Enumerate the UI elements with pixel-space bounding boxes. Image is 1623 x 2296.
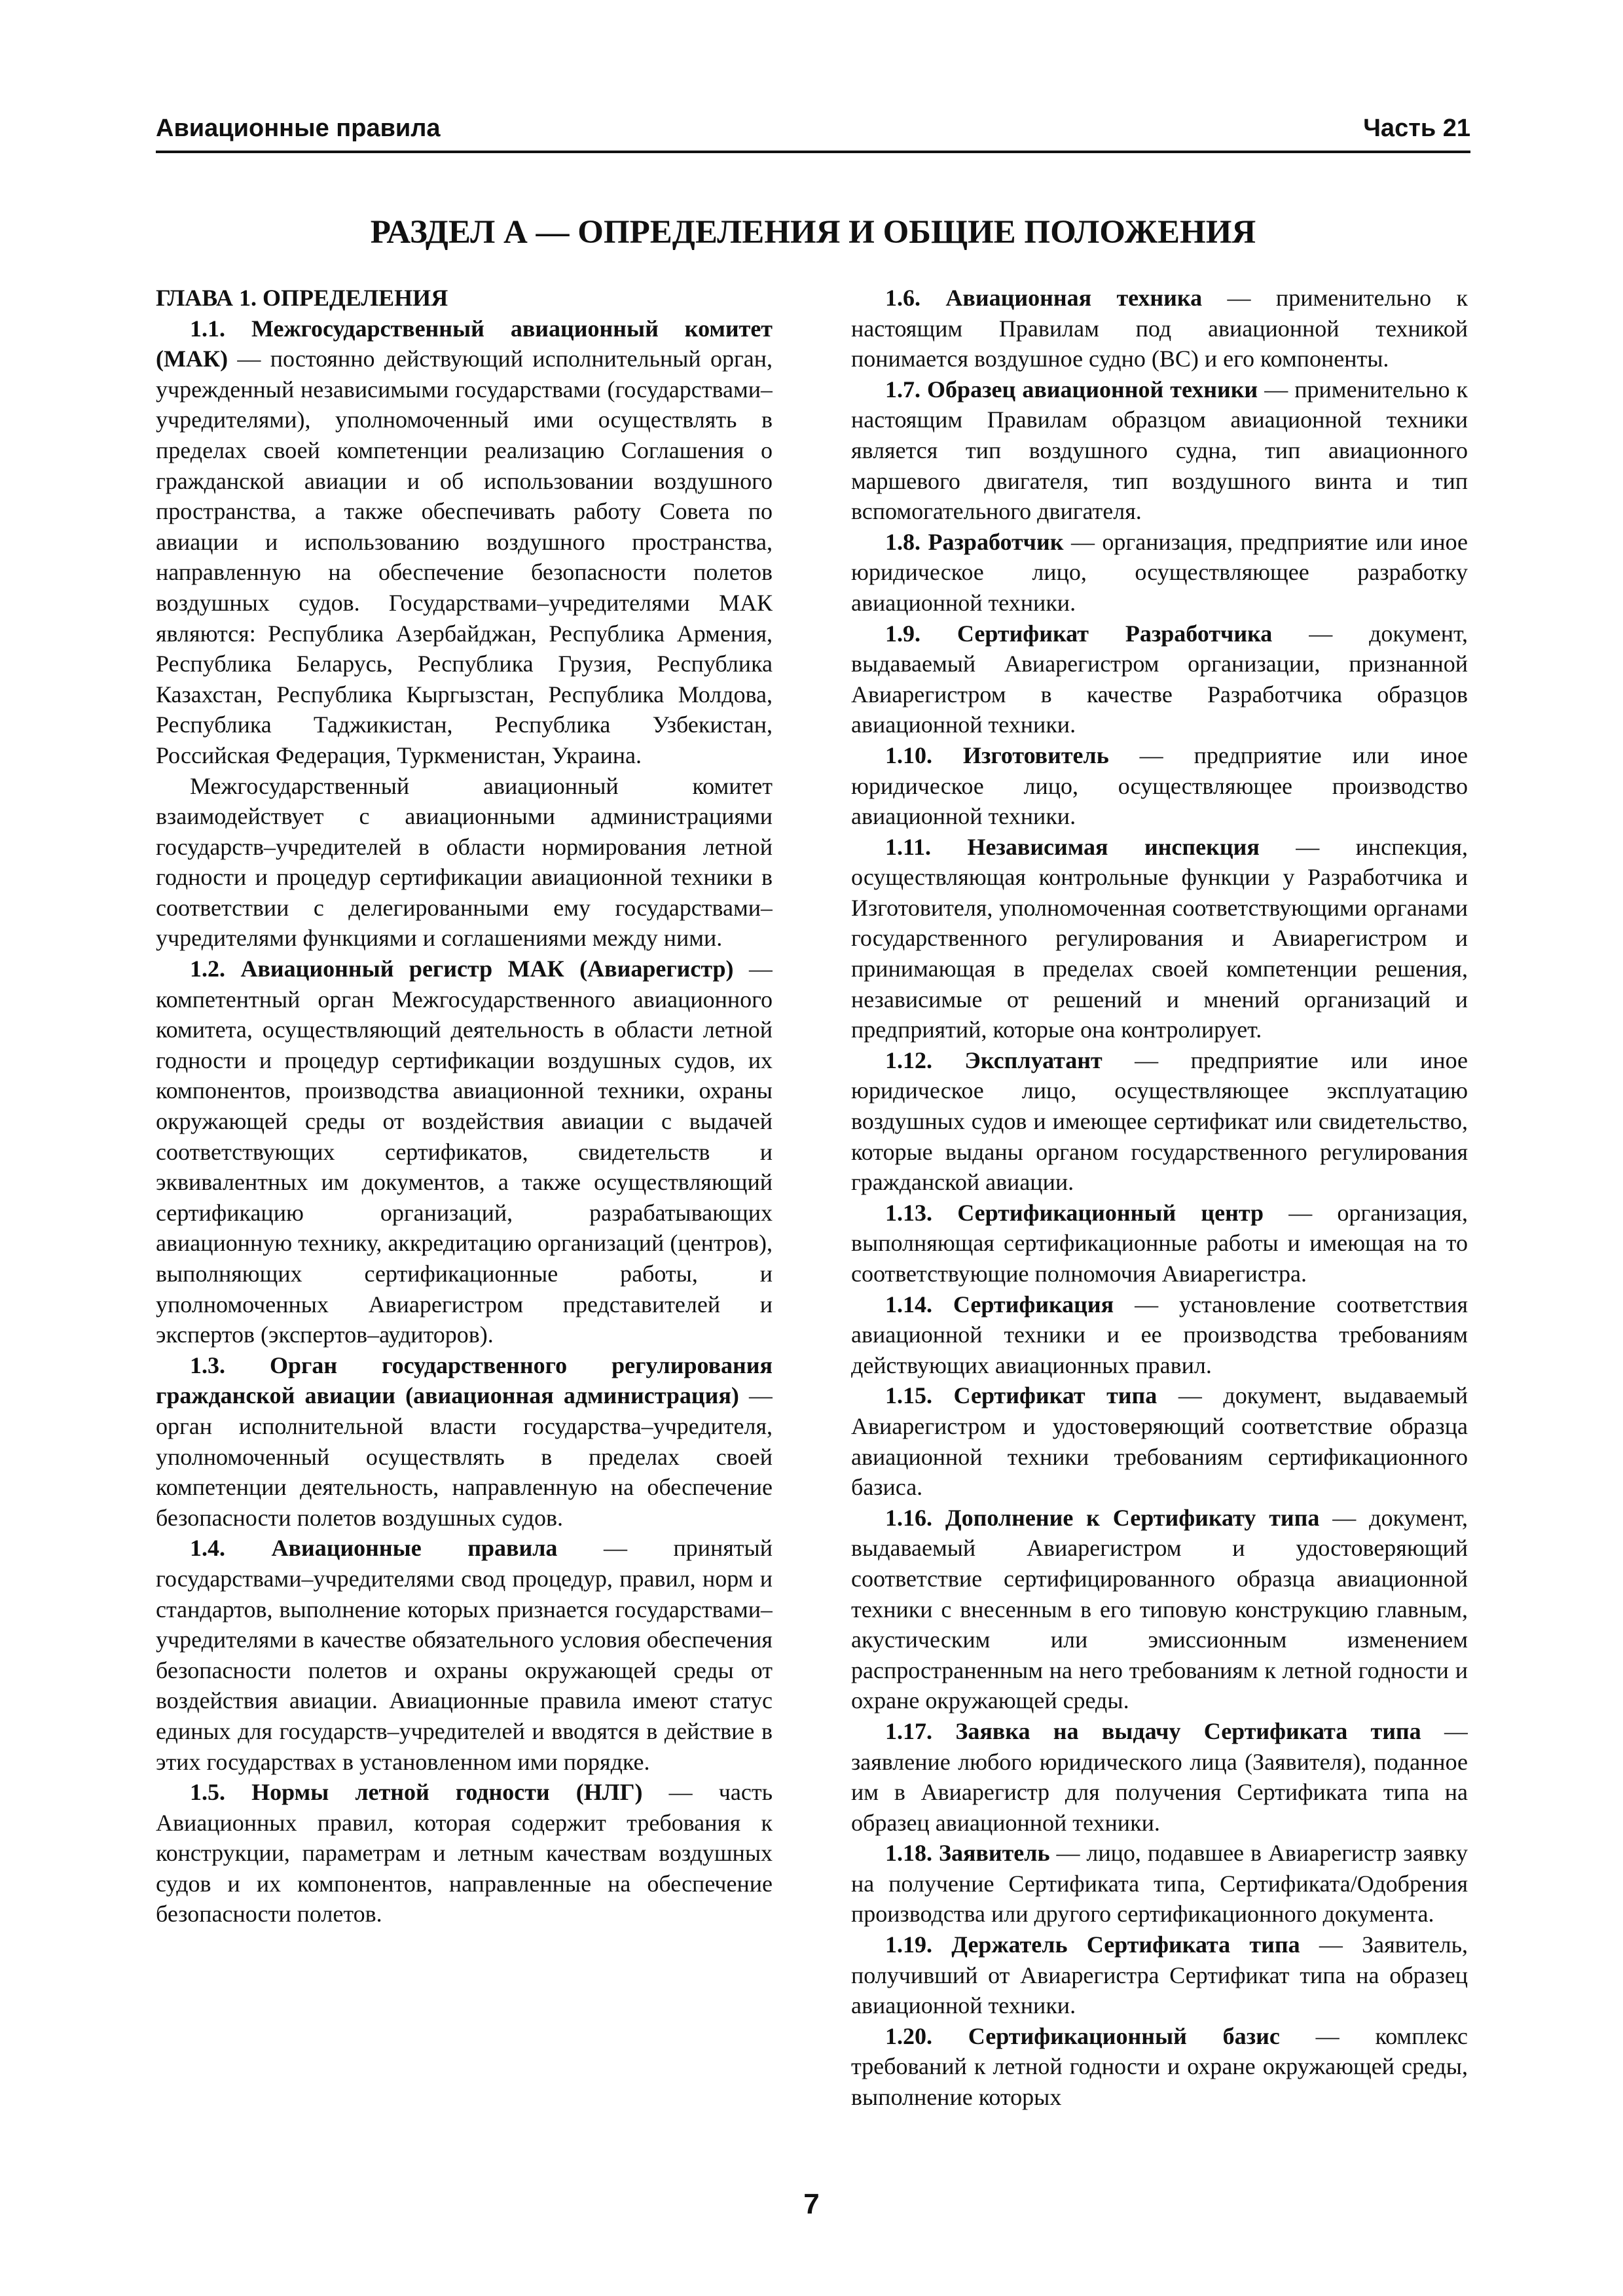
definition-term: 1.17. Заявка на выдачу Сертификата типа	[885, 1717, 1421, 1744]
definition-term: 1.13. Сертификационный центр	[885, 1199, 1264, 1226]
definition-term: 1.14. Сертификация	[885, 1291, 1114, 1318]
definition-term: 1.20. Сертификационный базис	[885, 2022, 1280, 2049]
header-divider	[156, 151, 1470, 153]
definition-1-4	[156, 1533, 773, 1777]
right-column	[851, 283, 1468, 2128]
definition-1-3	[156, 1350, 773, 1534]
definition-term: 1.1. Межгосударственный авиационный комитет (МАК)	[156, 315, 773, 372]
definition-text: — постоянно действующий исполнительный орган, учрежденный независимыми государствами (государствами–учредителями), уполномоченный ими осуществлять в пределах своей компетенции реализацию Соглашения о гражданской авиации и об использовании воздушного пространства, а также обеспечивать работу Совета по авиации и использованию воздушного пространства, направленную на обеспечение безопасности полетов воздушных судов. Государствами–учредителями МАК являются: Республика Азербайджан, Республика Армения, Республика Беларусь, Республика Грузия, Республика Казахстан, Республика Кыргызстан, Республика Молдова, Республика Таджикистан, Республика Узбекистан, Российская Федерация, Туркменистан, Украина.	[156, 346, 773, 768]
definition-1-20	[851, 2021, 1468, 2113]
definition-1-18	[851, 1838, 1468, 1929]
definition-1-8	[851, 527, 1468, 619]
definition-term: 1.8. Разработчик	[885, 528, 1064, 555]
definition-1-1	[156, 314, 773, 771]
definition-text: — заявление любого юридического лица (Заявителя), поданное им в Авиарегистр для получения Сертификата типа на образец авиационной техники.	[851, 1717, 1468, 1836]
definition-term: 1.15. Сертификат типа	[885, 1382, 1158, 1409]
definition-text: — инспекция, осуществляющая контрольные функции у Разработчика и Изготовителя, уполномоченная соответствующими органами государственного регулирования и Авиарегистром и принимающая в пределах своей компетенции решения, независимые от решений и мнений организаций и предприятий, которые она контролирует.	[851, 833, 1468, 1043]
definition-1-12	[851, 1045, 1468, 1198]
definition-text: — предприятие или иное юридическое лицо, осуществляющее эксплуатацию воздушных судов и имеющее сертификат или свидетельство, которые выданы органом государственного регулирования гражданской авиации.	[851, 1047, 1468, 1196]
definition-text: — Заявитель, получивший от Авиарегистра Сертификат типа на образец авиационной техники.	[851, 1931, 1468, 2019]
definition-text: — применительно к настоящим Правилам образцом авиационной техники является тип воздушного судна, тип авиационного маршевого двигателя, тип воздушного винта и тип вспомогательного двигателя.	[851, 376, 1468, 525]
definition-text: — орган исполнительной власти государства–учредителя, уполномоченный осуществлять в пределах своей компетенции деятельность, направленную на обеспечение безопасности полетов воздушных судов.	[156, 1382, 773, 1531]
definition-term: 1.16. Дополнение к Сертификату типа	[885, 1504, 1320, 1531]
definition-text: — предприятие или иное юридическое лицо, осуществляющее производство авиационной техники.	[851, 742, 1468, 830]
definition-term: 1.19. Держатель Сертификата типа	[885, 1931, 1300, 1958]
definition-text: — лицо, подавшее в Авиарегистр заявку на получение Сертификата типа, Сертификата/Одобрения производства или другого сертификационного документа.	[851, 1840, 1468, 1928]
definition-text: — организация, выполняющая сертификационные работы и имеющая на то соответствующие полномочия Авиарегистра.	[851, 1199, 1468, 1287]
definition-text: — документ, выдаваемый Авиарегистром организации, признанной Авиарегистром в качестве Разработчика образцов авиационной техники.	[851, 620, 1468, 738]
left-column	[156, 283, 773, 2128]
definition-term: 1.7. Образец авиационной техники	[885, 376, 1258, 403]
definition-text: — принятый государствами–учредителями свод процедур, правил, норм и стандартов, выполнение которых признается государствами–учредителями в качестве обязательного условия обеспечения безопасности полетов и охраны окружающей среды от воздействия авиации. Авиационные правила имеют статус единых для государств–учредителей и вводятся в действие в этих государствах в установленном ими порядке.	[156, 1535, 773, 1775]
header-part-label: Часть 21	[1363, 115, 1470, 142]
page-number: 7	[803, 2188, 820, 2220]
definition-text: — документ, выдаваемый Авиарегистром и удостоверяющий соответствие сертифицированного образца авиационной техники с внесенным в его типовую конструкцию главным, акустическим или эмиссионным изменением распространенным на него требованиям к летной годности и охране окружающей среды.	[851, 1504, 1468, 1714]
definition-1-10	[851, 740, 1468, 832]
definition-term: 1.12. Эксплуатант	[885, 1047, 1103, 1073]
definition-text: — документ, выдаваемый Авиарегистром и удостоверяющий соответствие образца авиационной техники требованиям сертификационного базиса.	[851, 1382, 1468, 1501]
definition-text: — установление соответствия авиационной техники и ее производства требованиям действующих авиационных правил.	[851, 1291, 1468, 1378]
definition-1-2	[156, 954, 773, 1350]
definition-term: 1.3. Орган государственного регулирования гражданской авиации (авиационная администрация)	[156, 1352, 773, 1409]
definition-1-11	[851, 832, 1468, 1045]
chapter-title: ГЛАВА 1. ОПРЕДЕЛЕНИЯ	[156, 285, 448, 311]
definition-text: — часть Авиационных правил, которая содержит требования к конструкции, параметрам и летным качествам воздушных судов и их компонентов, направленные на обеспечение безопасности полетов.	[156, 1779, 773, 1928]
definition-text: — компетентный орган Межгосударственного авиационного комитета, осуществляющий деятельность в области летной годности и процедур сертификации воздушных судов, их компонентов, производства авиационной техники, охраны окружающей среды от воздействия авиации с выдачей соответствующих сертификатов, свидетельств и эквивалентных им документов, а также осуществляющий сертификацию организаций, разрабатывающих авиационную технику, аккредитацию организаций (центров), выполняющих сертификационные работы, и уполномоченных Авиарегистром представителей и экспертов (экспертов–аудиторов).	[156, 956, 773, 1348]
running-header	[156, 110, 1470, 147]
definition-term: 1.6. Авиационная техника	[885, 285, 1203, 311]
definition-1-14	[851, 1289, 1468, 1381]
definition-text: — организация, предприятие или иное юридическое лицо, осуществляющее разработку авиационной техники.	[851, 528, 1468, 616]
definition-term: 1.5. Нормы летной годности (НЛГ)	[190, 1779, 643, 1806]
definition-1-15	[851, 1380, 1468, 1502]
definition-1-5	[156, 1777, 773, 1929]
definition-term: 1.11. Независимая инспекция	[885, 833, 1260, 860]
section-title: РАЗДЕЛ А — ОПРЕДЕЛЕНИЯ И ОБЩИЕ ПОЛОЖЕНИЯ	[370, 214, 1256, 251]
definition-1-17	[851, 1716, 1468, 1838]
definition-term: 1.4. Авиационные правила	[190, 1535, 558, 1562]
definition-term: 1.9. Сертификат Разработчика	[885, 620, 1273, 647]
definition-term: 1.18. Заявитель	[885, 1840, 1050, 1867]
definition-text: — комплекс требований к летной годности и охране окружающей среды, выполнение которых	[851, 2022, 1468, 2111]
paragraph-mak-cooperation: Межгосударственный авиационный комитет взаимодействует с авиационными администрациями государств–учредителей в области нормирования летной годности и процедур сертификации авиационной техники в соответствии с делегированными ему государствами–учредителями функциями и соглашениями между ними.	[156, 772, 773, 952]
definition-1-19	[851, 1929, 1468, 2021]
definition-1-9	[851, 619, 1468, 740]
definition-term: 1.10. Изготовитель	[885, 742, 1109, 768]
definition-1-6	[851, 283, 1468, 374]
definition-term: 1.2. Авиационный регистр МАК (Авиарегистр)	[190, 956, 734, 982]
definition-1-7	[851, 374, 1468, 527]
definition-1-16	[851, 1503, 1468, 1716]
definition-text: — применительно к настоящим Правилам под авиационной техникой понимается воздушное судно (ВС) и его компоненты.	[851, 285, 1468, 372]
definition-1-13	[851, 1198, 1468, 1289]
header-document-title: Авиационные правила	[156, 115, 441, 142]
